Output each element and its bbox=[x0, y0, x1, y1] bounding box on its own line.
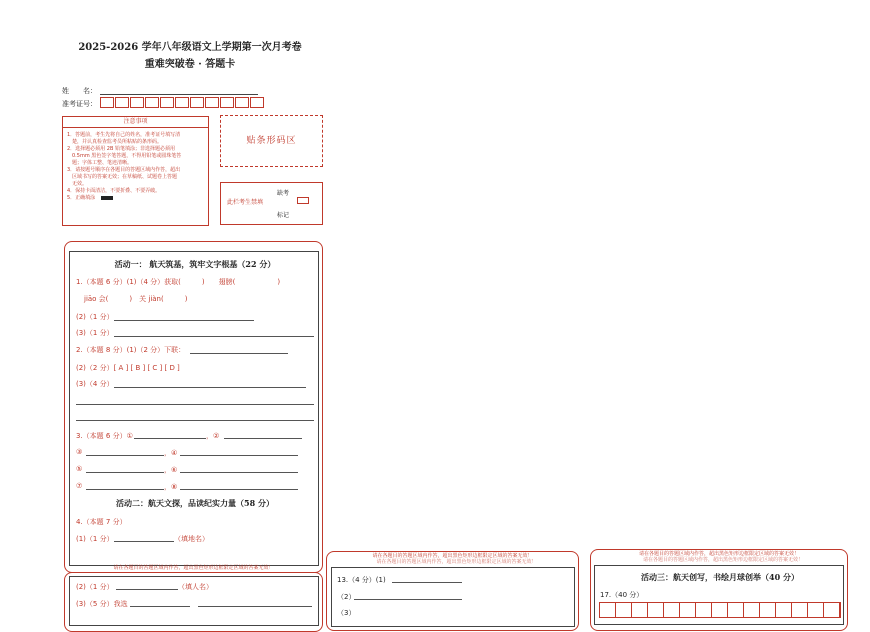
q3-label: ，④ bbox=[164, 449, 178, 457]
notes-heading: 注意事项 bbox=[63, 117, 208, 128]
answer-line[interactable] bbox=[354, 599, 462, 600]
q4-2-hint: （填人名） bbox=[178, 583, 213, 591]
q1-text: 1.（本题 6 分）(1)（4 分）获取( ) 翅膀( ) bbox=[76, 278, 281, 286]
exam-id-boxes[interactable] bbox=[100, 97, 265, 108]
q13-2-label: （2） bbox=[337, 593, 356, 601]
note-line: 2．选择题必须用 2B 铅笔填涂；非选择题必须用 bbox=[67, 146, 175, 152]
answer-line[interactable] bbox=[190, 353, 288, 354]
note-line: 0.5mm 黑色签字笔答题，不得用铅笔或圆珠笔答 bbox=[67, 153, 182, 159]
note-line: 1．答题前，考生先将自己的姓名，准考证号填写清 bbox=[67, 132, 181, 138]
q3-label: ⑦ bbox=[76, 482, 83, 490]
absent-box bbox=[220, 182, 323, 225]
q3-label: ③ bbox=[76, 448, 83, 456]
note-line: 区域书写的答案无效；在草稿纸、试题卷上答题 bbox=[67, 174, 178, 180]
absent-checkbox[interactable] bbox=[297, 197, 309, 204]
answer-line[interactable] bbox=[114, 387, 306, 388]
warning-text: 请在各题目的答题区域内作答，超出黑色矩形边框限定区域的答案无效！ bbox=[638, 551, 799, 557]
q4-1-hint: （填地名） bbox=[174, 535, 209, 543]
name-field[interactable] bbox=[100, 86, 258, 95]
answer-line[interactable] bbox=[86, 455, 164, 456]
q3-label: ，⑧ bbox=[164, 483, 178, 491]
answer-line[interactable] bbox=[180, 489, 298, 490]
answer-line[interactable] bbox=[392, 582, 462, 583]
absent-note: 此栏考生禁填 bbox=[227, 199, 264, 206]
section3-heading: 活动三：航天创写，书绘月球创举（40 分） bbox=[641, 572, 799, 582]
q2-3-label: (3)（4 分） bbox=[76, 380, 114, 388]
absent-label-bottom: 标记 bbox=[277, 212, 290, 219]
answer-line[interactable] bbox=[114, 320, 254, 321]
q17-label: 17.（40 分） bbox=[600, 591, 644, 599]
q1-3-label: (3)（1 分） bbox=[76, 329, 114, 337]
q3-text: 3.（本题 6 分）① bbox=[76, 432, 133, 440]
answer-line[interactable] bbox=[86, 489, 164, 490]
answer-line[interactable] bbox=[116, 589, 178, 590]
warning-text: 请在各题目的答题区域内作答，超出黑色矩形边框限定区域的答案无效！ bbox=[642, 557, 803, 563]
barcode-area: 贴条形码区 bbox=[220, 115, 323, 167]
q4-text: 4.（本题 7 分） bbox=[76, 518, 127, 526]
answer-line[interactable] bbox=[198, 606, 312, 607]
warning-text: 请在各题目的答题区域内作答，超出黑色矩形边框限定区域的答案无效！ bbox=[113, 565, 274, 571]
q3-label: ，⑥ bbox=[164, 466, 178, 474]
q2-text: 2.（本题 8 分）(1)（2 分）下联： bbox=[76, 346, 186, 354]
section2-heading: 活动二：航天文探，品读纪实力量（58 分） bbox=[116, 498, 274, 508]
q1b-text: jiāo 会( ) 关 jiàn( ) bbox=[84, 295, 188, 303]
section1-heading: 活动一： 航天筑基，筑牢文字根基（22 分） bbox=[114, 259, 276, 269]
warning-text: 请在各题目的答题区域内作答，超出黑色矩形边框限定区域的答案无效！ bbox=[372, 553, 533, 559]
answer-line[interactable] bbox=[180, 472, 298, 473]
q13-1-label: 13.（4 分）(1) bbox=[337, 576, 386, 584]
page-subtitle: 重难突破卷 · 答题卡 bbox=[144, 59, 236, 70]
answer-line[interactable] bbox=[224, 438, 302, 439]
q2-2-options[interactable]: (2)（2 分）[ A ] [ B ] [ C ] [ D ] bbox=[76, 364, 180, 372]
exam-id-label: 准考证号： bbox=[62, 100, 97, 108]
note-line: 4．保持卡面清洁，不要折叠、不要弄破。 bbox=[67, 188, 161, 194]
answer-line[interactable] bbox=[180, 455, 298, 456]
answer-area-left bbox=[69, 251, 319, 566]
note-line: 5．正确填涂 bbox=[63, 195, 208, 202]
answer-line[interactable] bbox=[86, 472, 164, 473]
answer-area-bottom-mid bbox=[331, 567, 575, 627]
warning-text: 请在各题目的答题区域内作答，超出黑色矩形边框限定区域的答案无效！ bbox=[376, 559, 537, 565]
answer-line[interactable] bbox=[76, 404, 314, 405]
page-title: 2025-2026 学年八年级语文上学期第一次月考卷 bbox=[78, 42, 302, 53]
note-line: 无效。 bbox=[67, 181, 88, 187]
q13-3-label: （3） bbox=[337, 609, 356, 617]
q4-2-label: (2)（1 分） bbox=[76, 583, 114, 591]
name-label: 姓 名： bbox=[62, 87, 97, 95]
answer-line[interactable] bbox=[76, 420, 314, 421]
answer-line[interactable] bbox=[130, 606, 190, 607]
note-line: 3．请按题号顺序在各题目的答题区域内作答，超出 bbox=[67, 167, 181, 173]
answer-area-bottom-right bbox=[594, 565, 844, 625]
q3-sep: ，② bbox=[206, 432, 220, 440]
q1-2-label: (2)（1 分） bbox=[76, 313, 114, 321]
answer-line[interactable] bbox=[114, 336, 314, 337]
answer-line[interactable] bbox=[114, 541, 174, 542]
note-line: 题；字体工整、笔迹清晰。 bbox=[67, 160, 133, 166]
note-line: 楚，并认真检查监考员所粘贴的条形码。 bbox=[67, 139, 163, 145]
writing-grid[interactable] bbox=[599, 602, 841, 618]
q4-3-label: (3)（5 分）我选 bbox=[76, 600, 128, 608]
q3-label: ⑤ bbox=[76, 465, 83, 473]
answer-area-bottom-left bbox=[69, 576, 319, 626]
notes-box bbox=[62, 116, 209, 226]
filled-mark-icon bbox=[101, 196, 113, 200]
absent-label-top: 缺考 bbox=[277, 190, 290, 197]
answer-line[interactable] bbox=[134, 438, 206, 439]
q4-1-label: (1)（1 分） bbox=[76, 535, 114, 543]
